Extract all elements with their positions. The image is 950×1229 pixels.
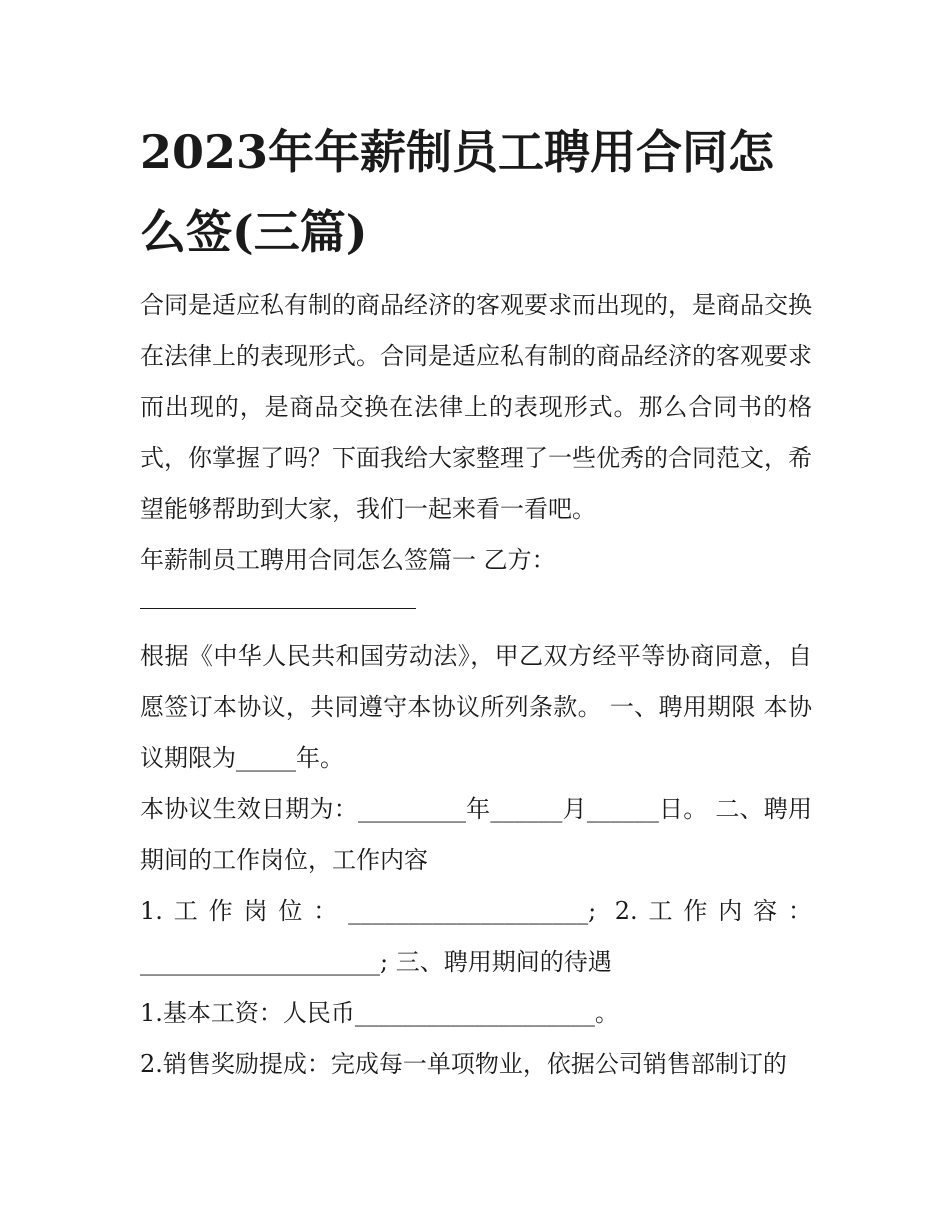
position-paragraph: 1.工作岗位：____________________; 2.工作内容：____________________; 三、聘用期间的待遇 bbox=[140, 897, 812, 976]
section-heading: 年薪制员工聘用合同怎么签篇一 乙方： bbox=[140, 546, 556, 574]
basis-paragraph: 根据《中华人民共和国劳动法》，甲乙双方经平等协商同意，自愿签订本协议，共同遵守本协议所列条款。 一、聘用期限 本协议期限为_____年。 bbox=[140, 642, 812, 772]
commission-paragraph: 2.销售奖励提成：完成每一单项物业，依据公司销售部制订的 bbox=[140, 1050, 787, 1078]
signature-blank-line bbox=[140, 586, 416, 609]
document-title: 2023年年薪制员工聘用合同怎么签(三篇) bbox=[140, 125, 775, 259]
document-page bbox=[140, 112, 812, 1090]
salary-paragraph: 1.基本工资：人民币____________________。 bbox=[140, 999, 619, 1027]
intro-paragraph: 合同是适应私有制的商品经济的客观要求而出现的，是商品交换在法律上的表现形式。合同是适应私有制的商品经济的客观要求而出现的，是商品交换在法律上的表现形式。那么合同书的格式，你掌握了吗？下面我给大家整理了一些优秀的合同范文，希望能够帮助到大家，我们一起来看一看吧。 bbox=[140, 291, 812, 523]
effective-date-paragraph: 本协议生效日期为：_________年______月______日。 二、聘用期间的工作岗位，工作内容 bbox=[140, 795, 812, 874]
